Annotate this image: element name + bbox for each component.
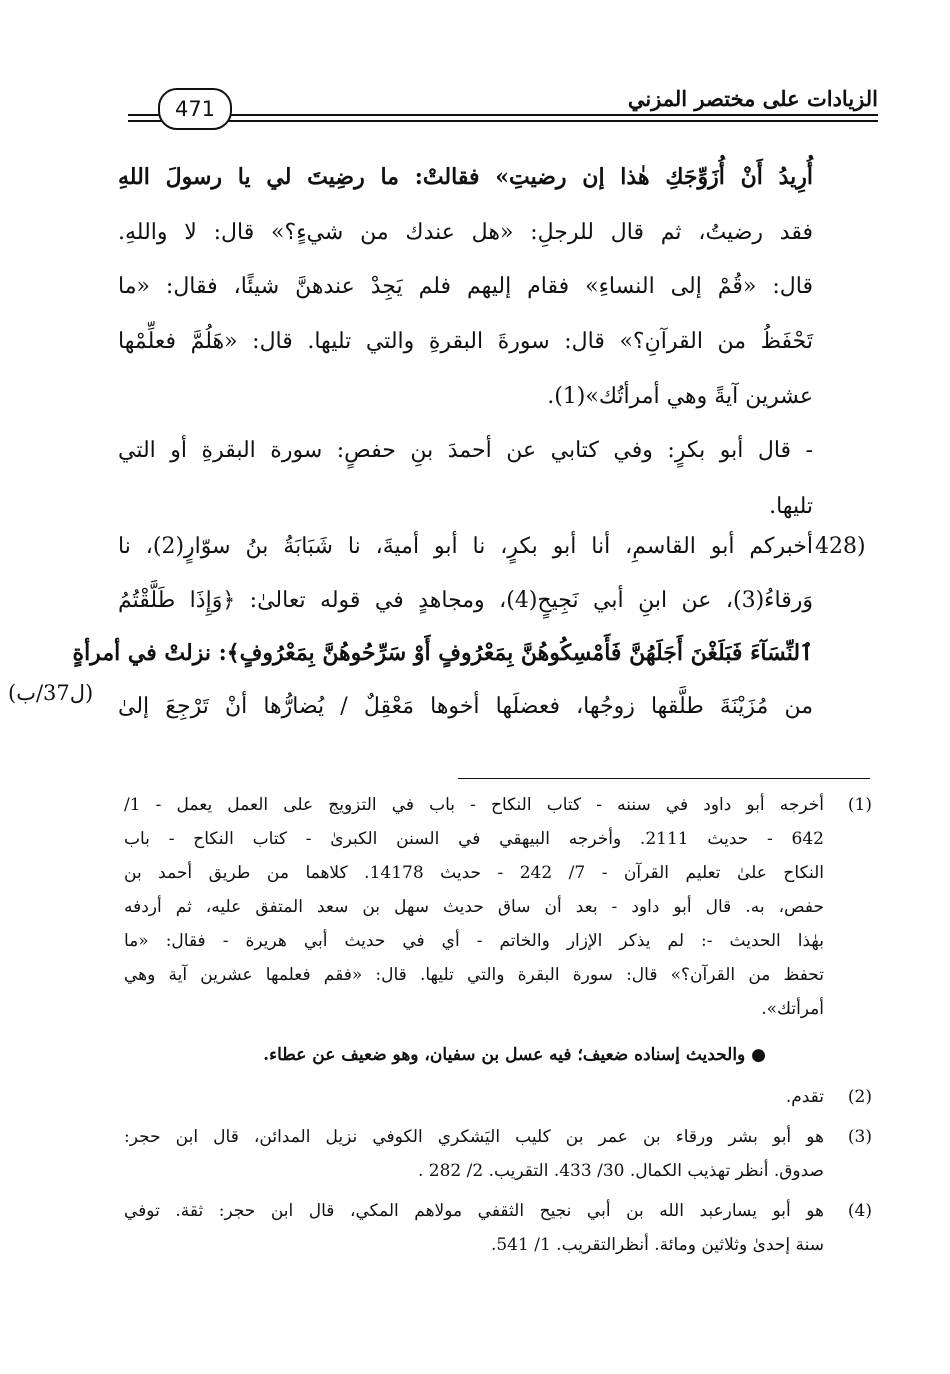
footnote-number: (2) (847, 1087, 872, 1107)
footnote (72, 1120, 872, 1188)
footnote-line: النكاح علىٰ تعليم القرآن - 7/ 242 - حديث 14178. كلاهما من طريق أحمد بن (124, 863, 824, 883)
footnote-line: بهٰذا الحديث -: لم يذكر الإزار والخاتم - أي في حديث أبي هريرة - فقال: «ما (124, 931, 824, 951)
footnote-line: سنة إحدىٰ وثلاثين ومائة. أنظرالتقريب. 1/ 541. (490, 1235, 824, 1255)
manuscript-folio-ref: (ل37/ب) (8, 681, 94, 705)
text-line: - قال أبو بكرٍ: وفي كتابي عن أحمدَ بنِ حفصٍ: سورة البقرةِ أو التي (118, 438, 813, 463)
footnote-number: (1) (847, 795, 872, 815)
page-number: 471 (158, 88, 232, 130)
hadith-number: 428) (815, 534, 866, 559)
header-rule (128, 114, 878, 116)
text-line: تليها. (769, 494, 813, 519)
footnote (72, 1194, 872, 1262)
footnote-body (124, 788, 824, 1072)
footnote-number: (4) (847, 1201, 872, 1221)
footnote-line: تحفظ من القرآن؟» قال: سورة البقرة والتي تليها. قال: «فقم فعلمها عشرين آية وهي (124, 965, 824, 985)
footnote-line: هو أبو بشر ورقاء بن عمر بن كليب اليَشكري الكوفي نزيل المدائن، قال ابن حجر: (124, 1127, 824, 1147)
text-line: عشرين آيةً وهي أمرأتُك»(1). (547, 384, 813, 409)
footnote-body (124, 1120, 824, 1188)
footnote-line: صدوق. أنظر تهذيب الكمال. 30/ 433. التقريب. 2/ 282 . (417, 1161, 824, 1181)
footnote-grading: ● والحديث إسناده ضعيف؛ فيه عسل بن سفيان، وهو ضعيف عن عطاء. (263, 1045, 766, 1065)
footnote-line: حفص، به. قال أبو داود - بعد أن ساق حديث سهل بن سعد المتفق عليه، ثم أردفه (124, 897, 824, 917)
footnote-line: هو أبو يسارعبد الله بن أبي نجيح الثقفي مولاهم المكي، قال ابن حجر: ثقة. توفي (124, 1201, 824, 1221)
footnote-line: أخرجه أبو داود في سننه - كتاب النكاح - باب في التزويج على العمل يعمل - 1/ (124, 795, 824, 815)
text-line: أخبركم أبو القاسمِ، أنا أبو بكرٍ، نا أبو أميةَ، نا شَبَابَةُ بنُ سوّارٍ(2)، نا (118, 534, 813, 559)
footnote-line: 642 - حديث 2111. وأخرجه البيهقي في السنن الكبرىٰ - كتاب النكاح - باب (124, 829, 824, 849)
footnote (72, 788, 872, 1084)
footnote-body (124, 1194, 824, 1262)
header-rule (128, 120, 878, 122)
text-line: قال: «قُمْ إلى النساءِ» فقام إليهم فلم يَجِدْ عندهنَّ شيئًا، فقال: «ما (118, 274, 813, 299)
footnote-line: تقدم. (785, 1087, 824, 1107)
footnote-line: أمرأتك». (761, 999, 824, 1019)
footnote (72, 1080, 872, 1114)
text-line: من مُزَيْنَةَ طلَّقها زوجُها، فعضلَها أخوها مَعْقِلٌ / يُضارُّها أنْ تَرْجِعَ إلىٰ (118, 694, 813, 719)
quran-verse-line: ٱلنِّسَآءَ فَبَلَغْنَ أَجَلَهُنَّ فَأَمْسِكُوهُنَّ بِمَعْرُوفٍ أَوْ سَرِّحُوهُنَّ بِمَعْرُوفٍ﴾: نزلتْ في أمرأةٍ (72, 640, 813, 666)
footnote-number: (3) (847, 1127, 872, 1147)
footnote-separator (458, 778, 870, 779)
text-line: فقد رضيتُ، ثم قال للرجلِ: «هل عندك من شيءٍ؟» قال: لا واللهِ. (118, 220, 813, 245)
running-title: الزيادات على مختصر المزني (627, 86, 878, 111)
text-line: تَحْفَظُ من القرآنِ؟» قال: سورةَ البقرةِ والتي تليها. قال: «هَلُمَّ فعلِّمْها (118, 329, 813, 354)
text-line: أُرِيدُ أَنْ أُزَوِّجَكِ هٰذا إن رضيتِ» فقالتْ: ما رضِيتَ لي يا رسولَ اللهِ (118, 164, 813, 190)
text-line: وَرقاءُ(3)، عن ابنِ أبي نَجِيحٍ(4)، ومجاهدٍ في قوله تعالىٰ: ﴿وَإِذَا طَلَّقْتُمُ (118, 588, 813, 613)
footnote-body (124, 1080, 824, 1114)
